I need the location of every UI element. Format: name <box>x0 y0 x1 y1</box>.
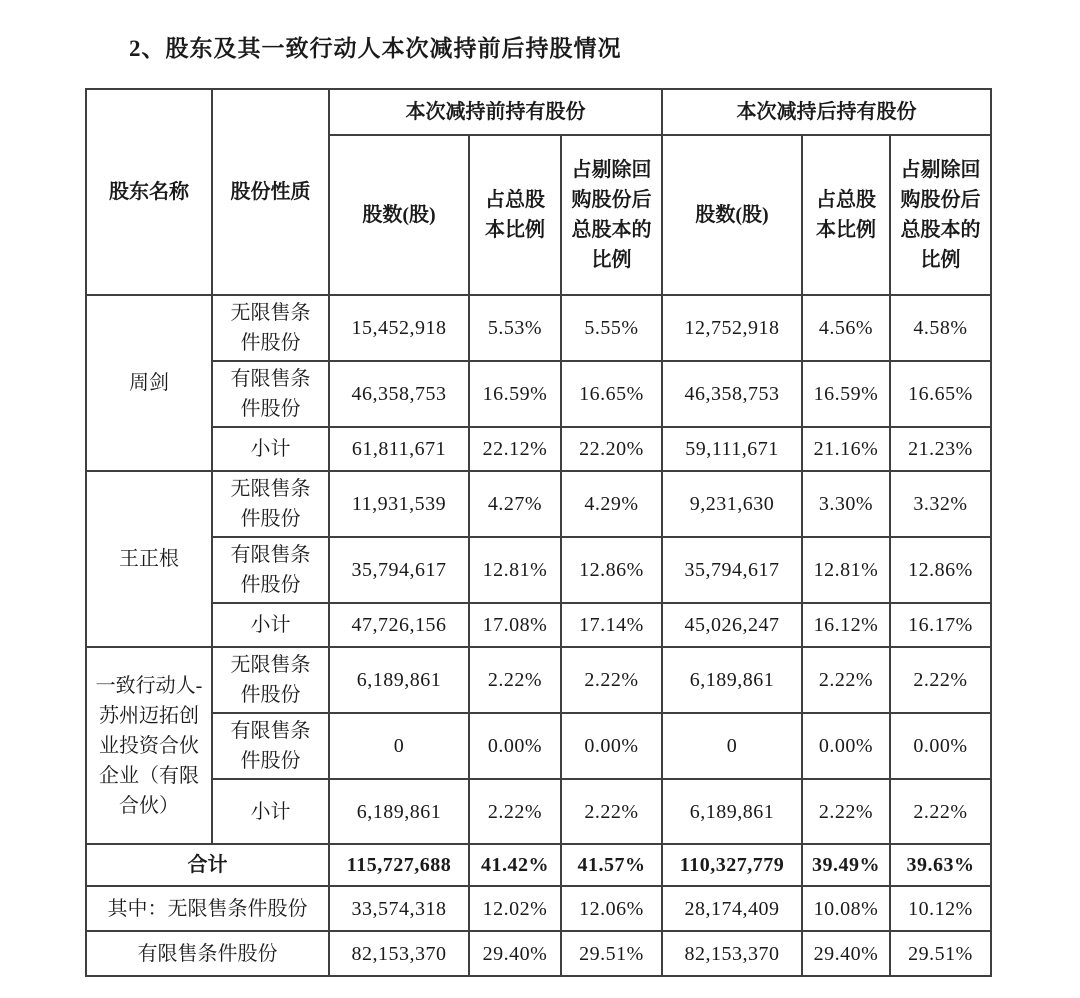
header-shares-before: 股数(股) <box>329 135 469 295</box>
value-cell: 41.57% <box>561 844 662 886</box>
value-cell: 61,811,671 <box>329 427 469 471</box>
summary-row-restricted <box>86 931 991 976</box>
value-cell: 4.27% <box>469 471 561 537</box>
value-cell: 110,327,779 <box>662 844 802 886</box>
value-cell: 115,727,688 <box>329 844 469 886</box>
value-cell: 35,794,617 <box>329 537 469 603</box>
share-nature-cell: 有限售条件股份 <box>212 537 329 603</box>
value-cell: 47,726,156 <box>329 603 469 647</box>
value-cell: 33,574,318 <box>329 886 469 931</box>
summary-row-unrestricted <box>86 886 991 931</box>
value-cell: 2.22% <box>561 779 662 844</box>
summary-total-label: 合计 <box>86 844 329 886</box>
value-cell: 45,026,247 <box>662 603 802 647</box>
table-row <box>86 647 991 713</box>
value-cell: 29.51% <box>561 931 662 976</box>
value-cell: 0 <box>662 713 802 779</box>
value-cell: 3.30% <box>802 471 890 537</box>
header-after-group: 本次减持后持有股份 <box>662 89 991 135</box>
table-row <box>86 361 991 427</box>
value-cell: 28,174,409 <box>662 886 802 931</box>
share-nature-cell: 小计 <box>212 427 329 471</box>
value-cell: 6,189,861 <box>662 647 802 713</box>
header-shares-after: 股数(股) <box>662 135 802 295</box>
value-cell: 2.22% <box>802 779 890 844</box>
value-cell: 12.86% <box>890 537 991 603</box>
value-cell: 2.22% <box>802 647 890 713</box>
shareholder-name-cell: 一致行动人-苏州迈拓创业投资合伙企业（有限合伙） <box>86 647 212 844</box>
value-cell: 16.65% <box>561 361 662 427</box>
value-cell: 0.00% <box>802 713 890 779</box>
value-cell: 6,189,861 <box>329 779 469 844</box>
value-cell: 2.22% <box>890 647 991 713</box>
header-pct-total-after: 占总股本比例 <box>802 135 890 295</box>
value-cell: 12.86% <box>561 537 662 603</box>
value-cell: 2.22% <box>469 647 561 713</box>
holdings-table <box>85 88 992 977</box>
value-cell: 0.00% <box>561 713 662 779</box>
value-cell: 2.22% <box>561 647 662 713</box>
value-cell: 10.08% <box>802 886 890 931</box>
value-cell: 12.06% <box>561 886 662 931</box>
share-nature-cell: 小计 <box>212 779 329 844</box>
table-row-subtotal <box>86 427 991 471</box>
header-pct-total-before: 占总股本比例 <box>469 135 561 295</box>
value-cell: 5.55% <box>561 295 662 361</box>
share-nature-cell: 无限售条件股份 <box>212 647 329 713</box>
value-cell: 16.65% <box>890 361 991 427</box>
summary-restricted-label: 有限售条件股份 <box>86 931 329 976</box>
value-cell: 0.00% <box>890 713 991 779</box>
header-before-group: 本次减持前持有股份 <box>329 89 662 135</box>
value-cell: 15,452,918 <box>329 295 469 361</box>
header-pct-ex-buyback-after: 占剔除回购股份后总股本的比例 <box>890 135 991 295</box>
value-cell: 39.49% <box>802 844 890 886</box>
value-cell: 17.14% <box>561 603 662 647</box>
table-row-subtotal <box>86 603 991 647</box>
value-cell: 4.58% <box>890 295 991 361</box>
value-cell: 46,358,753 <box>329 361 469 427</box>
value-cell: 29.51% <box>890 931 991 976</box>
summary-unrestricted-label: 其中：无限售条件股份 <box>86 886 329 931</box>
value-cell: 4.29% <box>561 471 662 537</box>
share-nature-cell: 小计 <box>212 603 329 647</box>
value-cell: 12,752,918 <box>662 295 802 361</box>
value-cell: 6,189,861 <box>662 779 802 844</box>
value-cell: 4.56% <box>802 295 890 361</box>
value-cell: 29.40% <box>802 931 890 976</box>
table-row <box>86 295 991 361</box>
value-cell: 59,111,671 <box>662 427 802 471</box>
share-nature-cell: 有限售条件股份 <box>212 361 329 427</box>
value-cell: 82,153,370 <box>329 931 469 976</box>
share-nature-cell: 有限售条件股份 <box>212 713 329 779</box>
share-nature-cell: 无限售条件股份 <box>212 295 329 361</box>
table-row <box>86 537 991 603</box>
value-cell: 12.81% <box>469 537 561 603</box>
value-cell: 22.12% <box>469 427 561 471</box>
share-nature-cell: 无限售条件股份 <box>212 471 329 537</box>
value-cell: 6,189,861 <box>329 647 469 713</box>
value-cell: 11,931,539 <box>329 471 469 537</box>
value-cell: 17.08% <box>469 603 561 647</box>
header-share-nature: 股份性质 <box>212 89 329 295</box>
value-cell: 41.42% <box>469 844 561 886</box>
value-cell: 39.63% <box>890 844 991 886</box>
value-cell: 0.00% <box>469 713 561 779</box>
summary-row-total <box>86 844 991 886</box>
value-cell: 16.59% <box>802 361 890 427</box>
value-cell: 35,794,617 <box>662 537 802 603</box>
value-cell: 3.32% <box>890 471 991 537</box>
table-row <box>86 471 991 537</box>
value-cell: 12.81% <box>802 537 890 603</box>
page-title: 2、股东及其一致行动人本次减持前后持股情况 <box>129 36 622 61</box>
table-header-group-row <box>86 89 991 135</box>
value-cell: 2.22% <box>469 779 561 844</box>
value-cell: 29.40% <box>469 931 561 976</box>
shareholder-name-cell: 王正根 <box>86 471 212 647</box>
header-shareholder: 股东名称 <box>86 89 212 295</box>
value-cell: 46,358,753 <box>662 361 802 427</box>
value-cell: 21.16% <box>802 427 890 471</box>
value-cell: 21.23% <box>890 427 991 471</box>
shareholder-name-cell: 周剑 <box>86 295 212 471</box>
value-cell: 10.12% <box>890 886 991 931</box>
table-row <box>86 713 991 779</box>
value-cell: 82,153,370 <box>662 931 802 976</box>
header-pct-ex-buyback-before: 占剔除回购股份后总股本的比例 <box>561 135 662 295</box>
value-cell: 22.20% <box>561 427 662 471</box>
value-cell: 16.59% <box>469 361 561 427</box>
value-cell: 12.02% <box>469 886 561 931</box>
value-cell: 2.22% <box>890 779 991 844</box>
value-cell: 16.17% <box>890 603 991 647</box>
value-cell: 16.12% <box>802 603 890 647</box>
value-cell: 5.53% <box>469 295 561 361</box>
table-row-subtotal <box>86 779 991 844</box>
value-cell: 9,231,630 <box>662 471 802 537</box>
value-cell: 0 <box>329 713 469 779</box>
